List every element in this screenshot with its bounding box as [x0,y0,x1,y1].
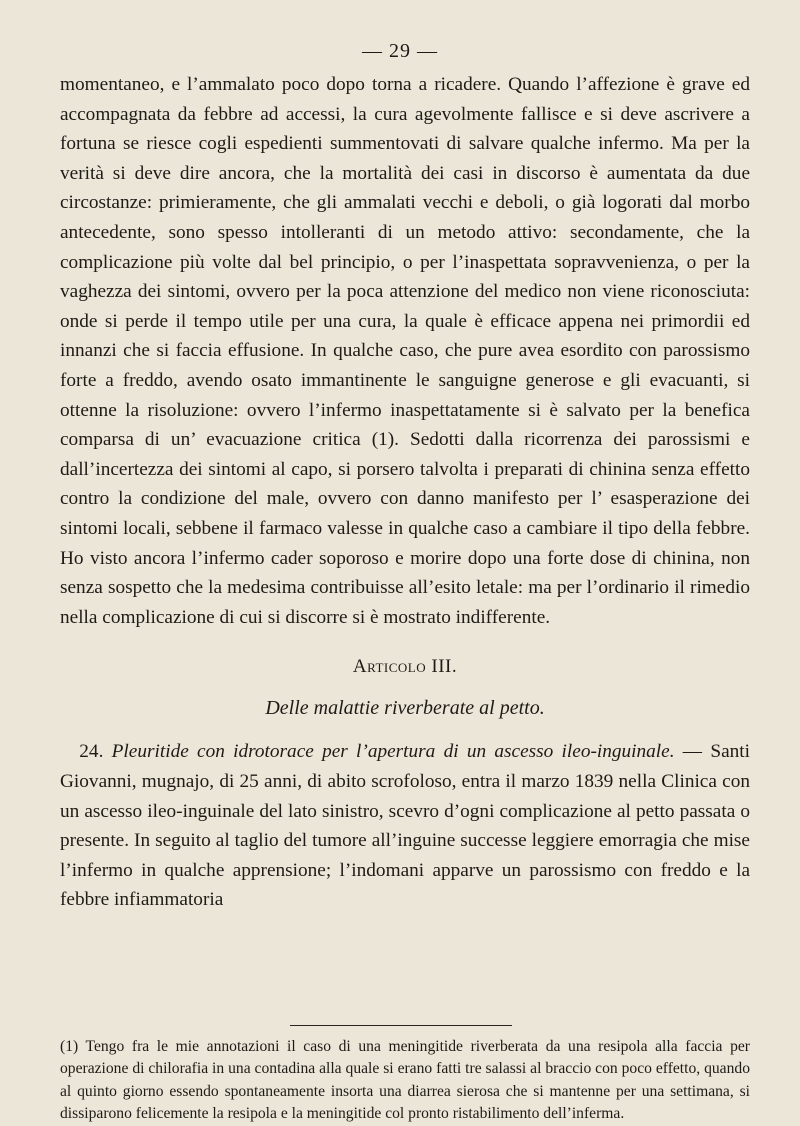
footnote: (1) Tengo fra le mie annotazioni il caso di una meningitide riverberata da una resipola alla faccia per operazione di chilorafia in una contadina alla quale si erano fatti tre salassi al braccio con poco effetto, quando al quinto giorno essendo spontaneamente insorta una diarrea sierosa che si mantenne per una settimana, si dissiparono felicemente la resipola e la meningitide col pronto ristabilimento dell’inferma. [60,1038,750,1123]
section-24 [60,737,750,915]
paragraph-1: momentaneo, e l’ammalato poco dopo torna a ricadere. Quando l’affezione è grave ed accompagnata da febbre ad accessi, la cura agevolmente fallisce e si deve ascrivere a fortuna se riesce cogli espedienti summentovati di salvare qualche infermo. Ma per la verità si deve dire ancora, che la mortalità dei casi in discorso è aumentata da due circostanze: primieramente, che gli ammalati vecchi e deboli, o già logorati dal morbo antecedente, sono spesso intolleranti di un metodo attivo: secondamente, che la complicazione più volte dal bel principio, o per l’inaspettata sopravvenienza, o per la vaghezza dei sintomi, ovvero per la poca attenzione del medico non viene riconosciuta: onde si perde il tempo utile per una cura, la quale è efficace appena nei primordii ed innanzi che si faccia effusione. In qualche caso, che pure avea esordito con parossismo forte a freddo, avendo osato immantinente le sanguigne generose e gli evacuanti, si ottenne la risoluzione: ovvero l’infermo inaspettatamente si è salvato per la benefica comparsa di un’ evacuazione critica (1). Sedotti dalla ricorrenza dei parossismi e dall’incertezza dei sintomi al capo, si porsero talvolta i preparati di chinina senza effetto contro la condizione del male, ovvero con danno manifesto per l’ esasperazione dei sintomi locali, sebbene il farmaco valesse in qualche caso a cambiare il tipo della febbre. Ho visto ancora l’infermo cader soporoso e morire dopo una forte dose di chinina, non senza sospetto che la medesima contribuisse all’esito letale: ma per l’ordinario il rimedio nella complicazione di cui si discorre si è mostrato indifferente. [60,74,750,628]
article-heading: Articolo III. [352,656,458,678]
article-subtitle: Delle malattie riverberate al petto. [265,696,545,719]
section-body: — Santi Giovanni, mugnajo, di 25 anni, di abito scrofoloso, entra il marzo 1839 nella Clinica con un ascesso ileo-inguinale del lato sinistro, scevro d’ogni complicazione al petto passata o presente. In seguito al taglio del tumore all’inguine successe leggiere emorragia che mise l’infermo in qualche apprensione; l’indomani apparve un parossismo con freddo e la febbre infiammatoria [60,741,750,911]
page-number: — 29 — [362,40,438,62]
footnote-divider [290,1025,512,1026]
section-title: Pleuritide con idrotorace per l’apertura di un ascesso ileo-inguinale. [111,741,675,763]
section-number: 24. [79,741,104,763]
main-text [60,70,750,915]
